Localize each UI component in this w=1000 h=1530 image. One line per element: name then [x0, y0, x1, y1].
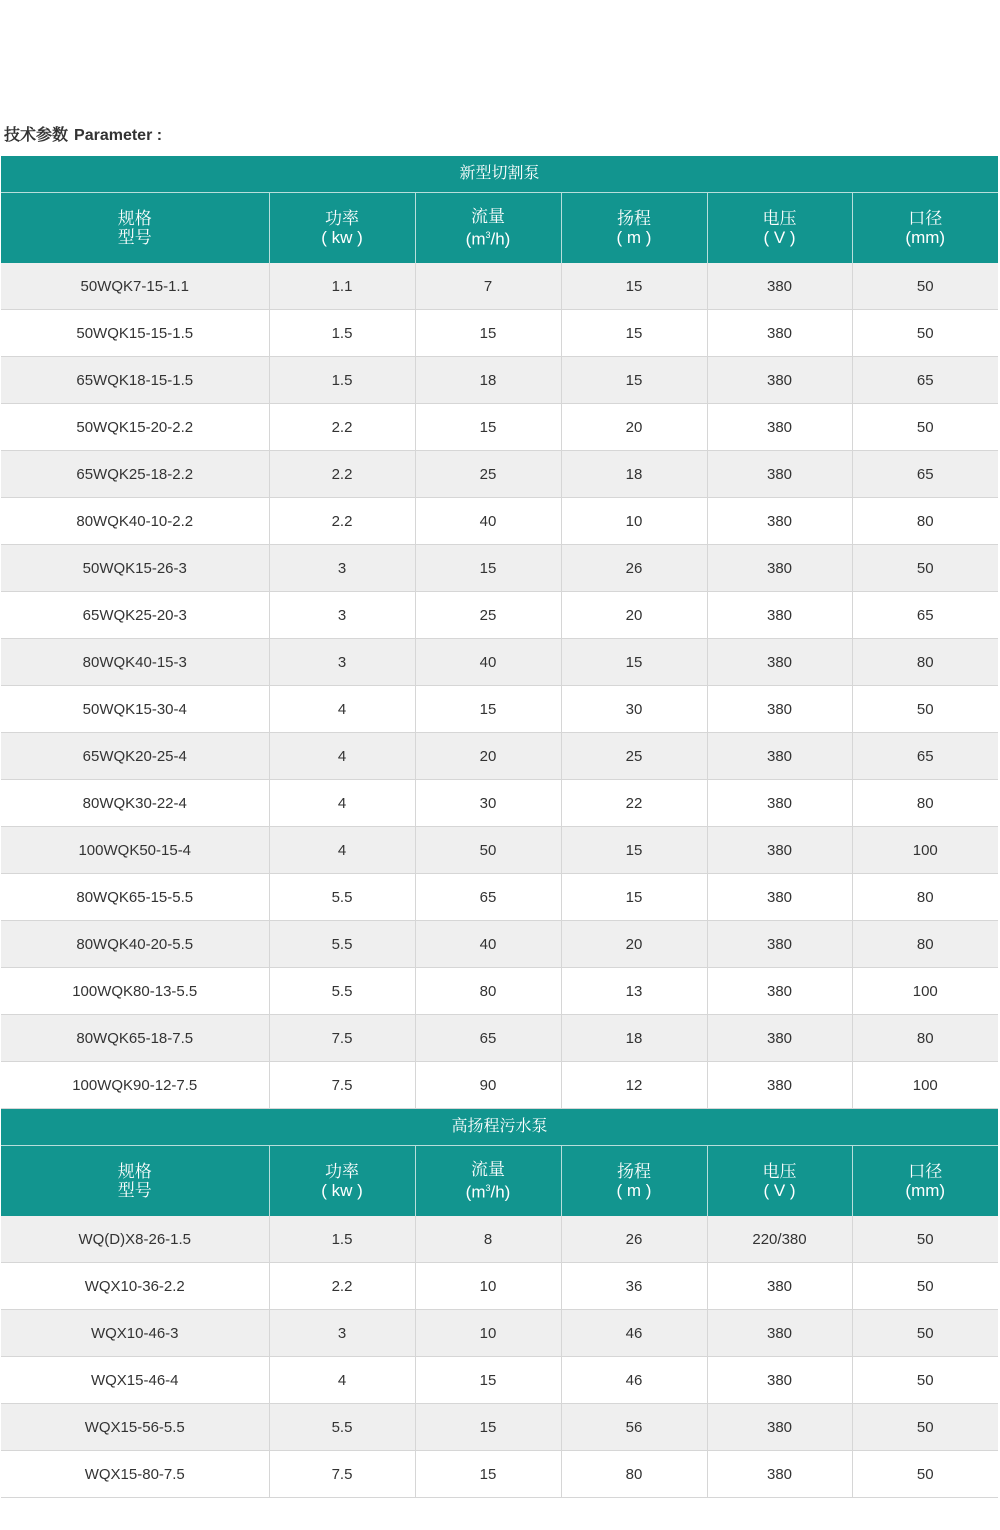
cell-model: WQ(D)X8-26-1.5 — [1, 1216, 269, 1263]
cell-flow: 40 — [415, 498, 561, 545]
col-header-diameter: 口径 (mm) — [852, 1146, 998, 1216]
cell-head: 15 — [561, 827, 707, 874]
col-header-head: 扬程 ( m ) — [561, 193, 707, 263]
cell-voltage: 380 — [707, 404, 852, 451]
cell-head: 80 — [561, 1451, 707, 1498]
cell-head: 15 — [561, 263, 707, 310]
cell-diameter: 100 — [852, 827, 998, 874]
col-header-power: 功率 ( kw ) — [269, 1146, 415, 1216]
cell-voltage: 380 — [707, 968, 852, 1015]
cell-voltage: 380 — [707, 498, 852, 545]
cell-model: 100WQK50-15-4 — [1, 827, 269, 874]
cell-power: 3 — [269, 639, 415, 686]
parameter-table — [1, 1146, 998, 1498]
cell-head: 13 — [561, 968, 707, 1015]
cell-voltage: 380 — [707, 874, 852, 921]
col-header-flow: 流量 $(m^3/h)$ — [415, 1146, 561, 1216]
cell-voltage: 380 — [707, 827, 852, 874]
cell-power: 4 — [269, 733, 415, 780]
cell-diameter: 65 — [852, 592, 998, 639]
cell-flow: 15 — [415, 1404, 561, 1451]
col-header-diameter: 口径 (mm) — [852, 193, 998, 263]
section-title: 高扬程污水泵 — [1, 1109, 998, 1146]
cell-flow: 25 — [415, 592, 561, 639]
table-row — [1, 1310, 998, 1357]
table-row — [1, 968, 998, 1015]
cell-model: WQX15-46-4 — [1, 1357, 269, 1404]
heading-zh: 技术参数 — [4, 127, 69, 144]
cell-voltage: 380 — [707, 1404, 852, 1451]
cell-head: 20 — [561, 592, 707, 639]
cell-power: 7.5 — [269, 1015, 415, 1062]
cell-head: 25 — [561, 733, 707, 780]
table-row — [1, 1263, 998, 1310]
cell-flow: 10 — [415, 1263, 561, 1310]
table-row — [1, 733, 998, 780]
cell-diameter: 100 — [852, 1062, 998, 1109]
cell-flow: 15 — [415, 686, 561, 733]
cell-flow: 20 — [415, 733, 561, 780]
cell-power: 5.5 — [269, 921, 415, 968]
cell-head: 10 — [561, 498, 707, 545]
cell-voltage: 380 — [707, 1062, 852, 1109]
cell-flow: 15 — [415, 1357, 561, 1404]
table-row — [1, 545, 998, 592]
cell-model: WQX15-56-5.5 — [1, 1404, 269, 1451]
cell-model: 50WQK7-15-1.1 — [1, 263, 269, 310]
cell-flow: 80 — [415, 968, 561, 1015]
cell-head: 20 — [561, 921, 707, 968]
cell-diameter: 50 — [852, 545, 998, 592]
cell-model: 100WQK90-12-7.5 — [1, 1062, 269, 1109]
cell-diameter: 80 — [852, 921, 998, 968]
table-row — [1, 1015, 998, 1062]
cell-diameter: 80 — [852, 639, 998, 686]
cell-flow: 8 — [415, 1216, 561, 1263]
cell-diameter: 50 — [852, 310, 998, 357]
cell-power: 4 — [269, 1357, 415, 1404]
cell-head: 26 — [561, 1216, 707, 1263]
cell-diameter: 80 — [852, 498, 998, 545]
cell-power: 5.5 — [269, 874, 415, 921]
cell-flow: 50 — [415, 827, 561, 874]
cell-head: 22 — [561, 780, 707, 827]
section-cutting-pump — [1, 156, 998, 1109]
cell-flow: 7 — [415, 263, 561, 310]
cell-diameter: 65 — [852, 451, 998, 498]
cell-model: 80WQK65-18-7.5 — [1, 1015, 269, 1062]
cell-diameter: 65 — [852, 733, 998, 780]
cell-model: 65WQK25-20-3 — [1, 592, 269, 639]
table-row — [1, 451, 998, 498]
table-row — [1, 1357, 998, 1404]
cell-model: 50WQK15-20-2.2 — [1, 404, 269, 451]
cell-diameter: 50 — [852, 686, 998, 733]
cell-model: 65WQK25-18-2.2 — [1, 451, 269, 498]
cell-model: 50WQK15-15-1.5 — [1, 310, 269, 357]
cell-power: 4 — [269, 827, 415, 874]
cell-power: 2.2 — [269, 1263, 415, 1310]
cell-flow: 18 — [415, 357, 561, 404]
cell-power: 1.5 — [269, 357, 415, 404]
cell-model: 80WQK40-10-2.2 — [1, 498, 269, 545]
table-row — [1, 780, 998, 827]
cell-power: 2.2 — [269, 498, 415, 545]
table-row — [1, 686, 998, 733]
table-row — [1, 404, 998, 451]
cell-model: 80WQK40-20-5.5 — [1, 921, 269, 968]
table-row — [1, 1451, 998, 1498]
cell-flow: 15 — [415, 310, 561, 357]
cell-flow: 15 — [415, 1451, 561, 1498]
cell-power: 1.5 — [269, 310, 415, 357]
cell-diameter: 50 — [852, 1451, 998, 1498]
cell-model: WQX10-46-3 — [1, 1310, 269, 1357]
cell-flow: 15 — [415, 545, 561, 592]
cell-power: 4 — [269, 686, 415, 733]
col-header-model: 规格 型号 — [1, 1146, 269, 1216]
cell-diameter: 50 — [852, 1404, 998, 1451]
cell-flow: 10 — [415, 1310, 561, 1357]
cell-flow: 40 — [415, 639, 561, 686]
cell-voltage: 380 — [707, 357, 852, 404]
cell-voltage: 380 — [707, 639, 852, 686]
col-header-head: 扬程 ( m ) — [561, 1146, 707, 1216]
col-header-model: 规格 型号 — [1, 193, 269, 263]
cell-head: 30 — [561, 686, 707, 733]
cell-diameter: 50 — [852, 1216, 998, 1263]
cell-power: 1.5 — [269, 1216, 415, 1263]
cell-power: 4 — [269, 780, 415, 827]
header-row — [1, 1146, 998, 1216]
cell-model: 100WQK80-13-5.5 — [1, 968, 269, 1015]
cell-diameter: 65 — [852, 357, 998, 404]
table-body — [1, 263, 998, 1109]
table-row — [1, 310, 998, 357]
cell-power: 1.1 — [269, 263, 415, 310]
table-row — [1, 827, 998, 874]
cell-flow: 25 — [415, 451, 561, 498]
cell-power: 7.5 — [269, 1451, 415, 1498]
table-row — [1, 639, 998, 686]
cell-head: 26 — [561, 545, 707, 592]
table-row — [1, 263, 998, 310]
table-row — [1, 1216, 998, 1263]
cell-flow: 15 — [415, 404, 561, 451]
col-header-flow: 流量 $(m^3/h)$ — [415, 193, 561, 263]
cell-model: 80WQK30-22-4 — [1, 780, 269, 827]
cell-head: 15 — [561, 874, 707, 921]
cell-diameter: 50 — [852, 1310, 998, 1357]
cell-voltage: 220/380 — [707, 1216, 852, 1263]
parameter-table — [1, 193, 998, 1109]
cell-power: 2.2 — [269, 404, 415, 451]
cell-voltage: 380 — [707, 1310, 852, 1357]
cell-diameter: 50 — [852, 404, 998, 451]
cell-diameter: 80 — [852, 1015, 998, 1062]
cell-head: 20 — [561, 404, 707, 451]
cell-flow: 65 — [415, 1015, 561, 1062]
cell-voltage: 380 — [707, 1357, 852, 1404]
page-heading — [4, 122, 162, 145]
cell-model: WQX10-36-2.2 — [1, 1263, 269, 1310]
table-row — [1, 357, 998, 404]
cell-voltage: 380 — [707, 310, 852, 357]
cell-head: 15 — [561, 357, 707, 404]
cell-diameter: 50 — [852, 1263, 998, 1310]
col-header-voltage: 电压 ( V ) — [707, 193, 852, 263]
cell-voltage: 380 — [707, 545, 852, 592]
cell-flow: 40 — [415, 921, 561, 968]
cell-model: 50WQK15-26-3 — [1, 545, 269, 592]
cell-model: 50WQK15-30-4 — [1, 686, 269, 733]
cell-head: 46 — [561, 1357, 707, 1404]
cell-voltage: 380 — [707, 451, 852, 498]
table-body — [1, 1216, 998, 1498]
table-row — [1, 1404, 998, 1451]
cell-head: 15 — [561, 310, 707, 357]
cell-model: 80WQK65-15-5.5 — [1, 874, 269, 921]
table-row — [1, 874, 998, 921]
table-row — [1, 921, 998, 968]
cell-flow: 90 — [415, 1062, 561, 1109]
section-high-head-sewage-pump — [1, 1109, 998, 1498]
cell-voltage: 380 — [707, 1451, 852, 1498]
cell-diameter: 100 — [852, 968, 998, 1015]
cell-diameter: 80 — [852, 780, 998, 827]
cell-voltage: 380 — [707, 733, 852, 780]
cell-power: 5.5 — [269, 1404, 415, 1451]
heading-en: Parameter : — [74, 127, 163, 144]
cell-power: 3 — [269, 1310, 415, 1357]
table-row — [1, 498, 998, 545]
cell-voltage: 380 — [707, 686, 852, 733]
col-header-power: 功率 ( kw ) — [269, 193, 415, 263]
cell-head: 18 — [561, 451, 707, 498]
header-row — [1, 193, 998, 263]
cell-head: 12 — [561, 1062, 707, 1109]
table-row — [1, 592, 998, 639]
cell-model: 80WQK40-15-3 — [1, 639, 269, 686]
cell-diameter: 50 — [852, 263, 998, 310]
col-header-voltage: 电压 ( V ) — [707, 1146, 852, 1216]
cell-diameter: 50 — [852, 1357, 998, 1404]
cell-diameter: 80 — [852, 874, 998, 921]
cell-voltage: 380 — [707, 1263, 852, 1310]
cell-power: 3 — [269, 545, 415, 592]
cell-power: 7.5 — [269, 1062, 415, 1109]
cell-power: 3 — [269, 592, 415, 639]
table-row — [1, 1062, 998, 1109]
cell-model: 65WQK20-25-4 — [1, 733, 269, 780]
cell-power: 2.2 — [269, 451, 415, 498]
cell-power: 5.5 — [269, 968, 415, 1015]
cell-model: WQX15-80-7.5 — [1, 1451, 269, 1498]
cell-voltage: 380 — [707, 780, 852, 827]
section-title: 新型切割泵 — [1, 156, 998, 193]
cell-model: 65WQK18-15-1.5 — [1, 357, 269, 404]
cell-head: 36 — [561, 1263, 707, 1310]
cell-head: 18 — [561, 1015, 707, 1062]
cell-voltage: 380 — [707, 1015, 852, 1062]
cell-flow: 65 — [415, 874, 561, 921]
cell-voltage: 380 — [707, 921, 852, 968]
cell-head: 56 — [561, 1404, 707, 1451]
cell-head: 46 — [561, 1310, 707, 1357]
cell-flow: 30 — [415, 780, 561, 827]
cell-voltage: 380 — [707, 263, 852, 310]
cell-voltage: 380 — [707, 592, 852, 639]
cell-head: 15 — [561, 639, 707, 686]
